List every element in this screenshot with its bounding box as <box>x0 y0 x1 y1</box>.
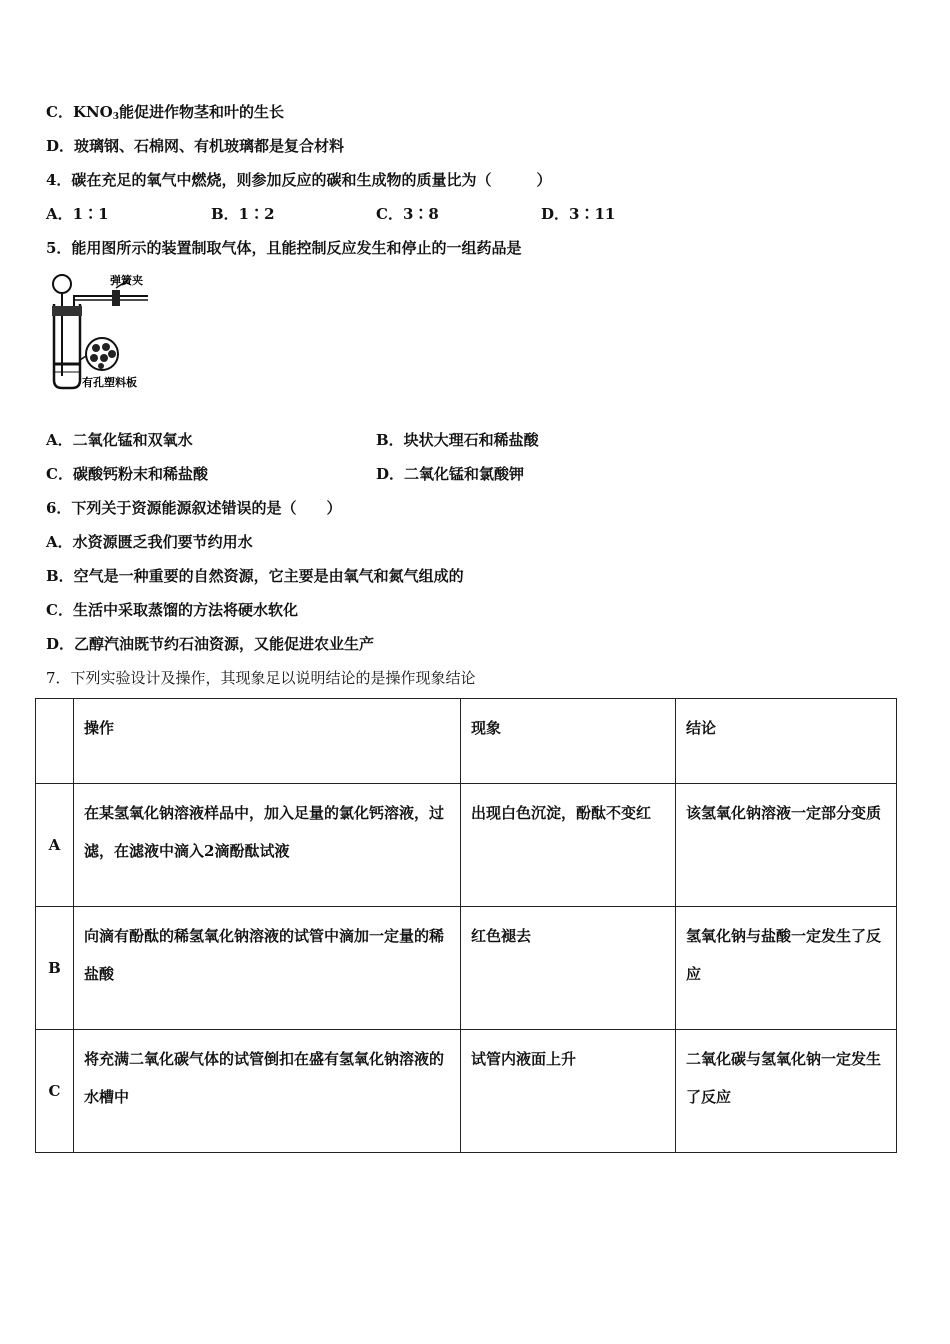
pore-5 <box>108 350 116 358</box>
q4-question: 4．碳在充足的氧气中燃烧，则参加反应的碳和生成物的质量比为（ ） <box>46 171 552 189</box>
q3-option-c <box>46 102 284 127</box>
q4-option-a: A．1∶1 <box>46 205 109 223</box>
q3-option-c-prefix: C．KNO <box>46 103 113 121</box>
q3-option-c-suffix: 能促进作物茎和叶的生长 <box>119 103 285 121</box>
table-header-row <box>36 699 897 784</box>
row-phenomenon: 试管内液面上升 <box>461 1030 676 1153</box>
q6-option-b: B．空气是一种重要的自然资源，它主要是由氧气和氮气组成的 <box>46 567 464 585</box>
q3-option-d: D．玻璃钢、石棉网、有机玻璃都是复合材料 <box>46 137 345 155</box>
q5-option-d: D．二氧化锰和氯酸钾 <box>376 465 525 483</box>
apparatus-drawing <box>44 268 164 398</box>
row-conclusion: 二氧化碳与氢氧化钠一定发生了反应 <box>676 1030 897 1153</box>
q4-option-b: B．1∶2 <box>211 205 275 223</box>
funnel-bulb <box>53 275 71 293</box>
spring-clip <box>112 290 120 306</box>
row-conclusion: 氢氧化钠与盐酸一定发生了反应 <box>676 907 897 1030</box>
label-perforated-plate: 有孔塑料板 <box>82 376 137 389</box>
table-row <box>36 1030 897 1153</box>
row-conclusion: 该氢氧化钠溶液一定部分变质 <box>676 784 897 907</box>
q7-question: 7．下列实验设计及操作，其现象足以说明结论的是操作现象结论 <box>46 669 476 687</box>
rubber-stopper <box>52 306 82 316</box>
q5-option-c: C．碳酸钙粉末和稀盐酸 <box>46 465 208 483</box>
gas-apparatus-figure <box>44 268 164 398</box>
pore-4 <box>100 354 108 362</box>
header-conclusion: 结论 <box>676 699 897 784</box>
experiment-table <box>35 698 897 1153</box>
test-tube <box>54 304 80 388</box>
row-operation: 在某氢氧化钠溶液样品中，加入足量的氯化钙溶液，过滤，在滤液中滴入2滴酚酞试液 <box>74 784 461 907</box>
row-phenomenon: 出现白色沉淀，酚酞不变红 <box>461 784 676 907</box>
header-phenomenon: 现象 <box>461 699 676 784</box>
q6-option-d: D．乙醇汽油既节约石油资源，又能促进农业生产 <box>46 635 375 653</box>
q6-question: 6．下列关于资源能源叙述错误的是（ ） <box>46 499 342 517</box>
pore-2 <box>102 343 110 351</box>
row-label: A <box>36 784 74 907</box>
row-label: B <box>36 907 74 1030</box>
pore-1 <box>92 344 100 352</box>
q3-option-c-subscript: 3 <box>112 112 120 122</box>
q6-option-c: C．生活中采取蒸馏的方法将硬水软化 <box>46 601 298 619</box>
q6-option-a: A．水资源匮乏我们要节约用水 <box>46 533 253 551</box>
row-label: C <box>36 1030 74 1153</box>
row-operation: 向滴有酚酞的稀氢氧化钠溶液的试管中滴加一定量的稀盐酸 <box>74 907 461 1030</box>
label-spring-clip: 弹簧夹 <box>110 274 143 287</box>
pore-6 <box>98 363 104 369</box>
pore-3 <box>90 354 98 362</box>
delivery-tube <box>74 296 148 306</box>
q5-option-a: A．二氧化锰和双氧水 <box>46 431 193 449</box>
header-operation: 操作 <box>74 699 461 784</box>
row-operation: 将充满二氧化碳气体的试管倒扣在盛有氢氧化钠溶液的水槽中 <box>74 1030 461 1153</box>
q4-option-c: C．3∶8 <box>376 205 439 223</box>
q5-option-b: B．块状大理石和稀盐酸 <box>376 431 539 449</box>
table-row <box>36 907 897 1030</box>
header-blank <box>36 699 74 784</box>
q4-option-d: D．3∶11 <box>541 205 616 223</box>
q5-question: 5．能用图所示的装置制取气体，且能控制反应发生和停止的一组药品是 <box>46 239 522 257</box>
table-row <box>36 784 897 907</box>
row-phenomenon: 红色褪去 <box>461 907 676 1030</box>
